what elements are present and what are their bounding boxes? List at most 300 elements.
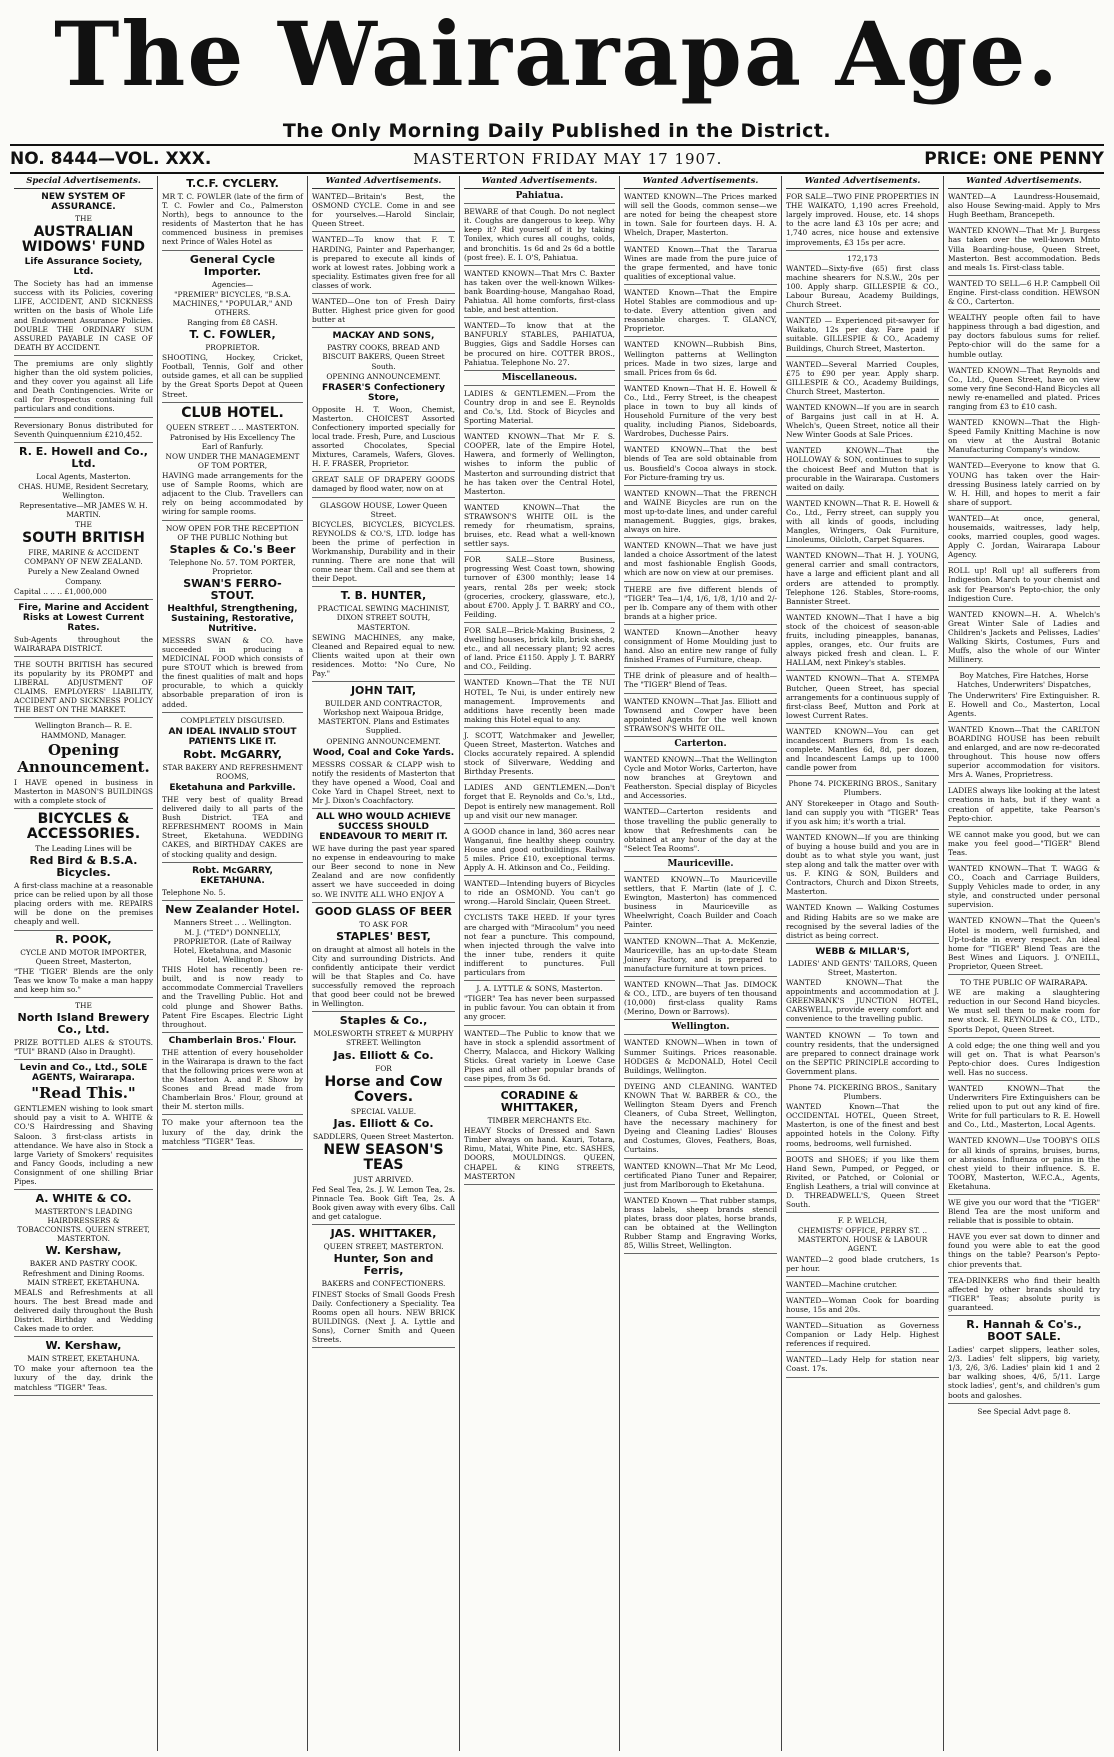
ad-text: WANTED KNOWN—That I have a big stock of the choicest of season-able fruits, including pineapples, bananas, apples, oranges, etc. Our fruits are always picked fresh and clean. L. F. HALLAM, next Pinkey's stables. — [786, 612, 939, 668]
ad-line: Representative—MR JAMES W. H. MARTIN. — [19, 500, 148, 520]
ad-text: WANTED—Woman Cook for boarding house, 15s and 20s. — [786, 1295, 939, 1314]
ad-divider — [312, 1224, 455, 1225]
ad-divider — [786, 1079, 939, 1080]
ad-divider — [948, 860, 1100, 861]
issue-date: MASTERTON FRIDAY MAY 17 1907. — [413, 150, 723, 168]
ad-text: WANTED KNOWN—That R. E. Howell & Co., Ltd., Ferry street, can supply you with all kinds of goods, including Mangles, Wringers, Oak Furniture, Linoleums, Oilcloth, Carpet Squares. — [786, 498, 939, 545]
ad-text: WANTED KNOWN—That A. McKenzie, Mauriceville, has an up-to-date Steam Joinery Factory, and is prepared to manufacture furniture at town prices. — [624, 936, 777, 973]
ad-divider — [464, 674, 615, 675]
ad-text: WANTED KNOWN—That the HOLLOWAY & SON, continues to supply the choicest Beef and Mutton that is procurable in the Wairarapa. Customers waited on daily. — [786, 446, 939, 492]
ad-divider — [786, 442, 939, 443]
ad-line: Phone 74. PICKERING BROS., Sanitary Plumbers. — [788, 1082, 937, 1102]
ad-divider — [786, 943, 939, 944]
ad-divider — [312, 808, 455, 809]
ad-heading: T.C.F. CYCLERY. — [186, 177, 279, 190]
ad-divider — [464, 622, 615, 623]
ad-divider — [162, 712, 303, 713]
ad-divider — [624, 803, 777, 804]
ad-heading: Staples & Co.'s Beer — [169, 542, 296, 556]
ad-divider — [162, 862, 303, 863]
ad-text: WANTED KNOWN—You can get incandescent Burners from 1s each complete. Mantles 6d, 8d, per dozen, and Incandescent Lamps up to 1000 candle power from — [786, 726, 939, 773]
ad-divider — [312, 327, 455, 328]
ad-divider — [464, 823, 615, 824]
ad-heading: AUSTRALIAN WIDOWS' FUND — [21, 224, 146, 256]
ad-text: Reversionary Bonus distributed for Seventh Quinquennium £210,452. — [14, 420, 153, 439]
ad-divider — [464, 265, 615, 266]
ad-divider — [786, 250, 939, 251]
ad-divider — [624, 736, 777, 737]
ad-divider — [464, 428, 615, 429]
ad-heading: Life Assurance Society, Ltd. — [24, 257, 143, 278]
ad-text: WANTED KNOWN—That the appointments and accommodation at J. GREENBANK'S JUNCTION HOTEL, CARSWELL, provide every comfort and convenience to the travelling public. — [786, 978, 939, 1024]
ad-heading: Hunter, Son and Ferris, — [333, 1252, 434, 1278]
ad-heading: STAPLES' BEST, — [336, 929, 431, 943]
ad-text: WANTED—A Laundress-Housemaid, also House Sewing-maid. Apply to Mrs Hugh Beetham, Brancepeth. — [948, 192, 1100, 220]
ad-divider — [464, 875, 615, 876]
ad-divider — [14, 717, 153, 718]
ad-line: J. A. LYTTLE & SONS, Masterton. — [476, 984, 603, 994]
ad-text: WANTED KNOWN — To town and country residents, that the undersigned are prepared to connect drainage work on the SEPTIC PRINCIPLE according to Government plans. — [786, 1030, 939, 1076]
ad-divider — [948, 1315, 1100, 1316]
ad-heading: R. POOK, — [55, 932, 112, 946]
ad-heading: AN IDEAL INVALID STOUT PATIENTS LIKE IT. — [168, 726, 297, 747]
ad-divider — [948, 667, 1100, 668]
ad-divider — [624, 241, 777, 242]
ad-line: The Leading Lines will be — [35, 843, 132, 853]
ad-heading: "Read This." — [31, 1084, 136, 1103]
ad-divider — [14, 417, 153, 418]
ad-heading: Jas. Elliott & Co. — [333, 1048, 434, 1062]
section-heading: Wellington. — [671, 1022, 730, 1033]
ad-heading: Horse and Cow Covers. — [324, 1073, 443, 1105]
ad-divider — [786, 312, 939, 313]
ad-text: WANTED—Several Married Couples, £75 to £90 per year. Apply sharp. GILLESPIE & CO., Academy Buildings, Church Street, Masterton. — [786, 359, 939, 396]
ad-text: CYCLISTS TAKE HEED. If your tyres are charged with "Miracolum" you need not fear a puncture. This compound, when injected through the valve into the inner tube, renders it quite indifferent to punctures. Full particulars from — [464, 913, 615, 978]
ad-line: PASTRY COOKS, BREAD AND BISCUIT BAKERS, Queen Street South. — [322, 343, 445, 371]
ad-heading: Eketahuna and Parkville. — [169, 782, 296, 793]
ad-heading: SOUTH BRITISH — [22, 530, 145, 547]
ad-text: WANTED KNOWN—Use TOOBY'S OILS for all kinds of sprains, bruises, burns, or abrasions. Influenza or pains in the chest yield to their influence. S. E. TOOBY, Masterton, W.F.C.A., Agents, Eketahuna. — [948, 1136, 1100, 1191]
ad-text: WANTED KNOWN—If you are thinking of buying a house build and you are in doubt as to what style you want, just step along and talk the matter over with us. F. KING & SON, Builders and Contractors, Church and Dixon Streets, Masterton. — [786, 832, 939, 897]
ad-divider — [464, 499, 615, 500]
ad-text: "THE 'TIGER' Blends are the only Teas we know To make a man happy and keep him so." — [14, 966, 153, 994]
ad-heading: JOHN TAIT, — [350, 684, 417, 698]
ad-heading: New Zealander Hotel. — [165, 902, 300, 916]
section-heading: Miscellaneous. — [501, 372, 578, 383]
ad-divider — [464, 909, 615, 910]
ad-text: WANTED KNOWN—That H. J. YOUNG, general carrier and small contractors, have a large and efficient plant and all orders are attended to promptly. Telephone 126. Stables, Store-rooms, Bannister Street. — [786, 551, 939, 606]
ad-divider — [624, 284, 777, 285]
ad-line: 172,173 — [847, 253, 878, 263]
ad-heading: Chamberlain Bros.' Flour. — [168, 1035, 297, 1046]
column-6 — [782, 176, 944, 1751]
ad-text: HEAVY Stocks of Dressed and Sawn Timber always on hand. Kauri, Totara, Rimu, Matai, White Pine, etc. SASHES, DOORS, MOULDINGS. QUEEN, CHAPEL & KING STREETS, MASTERTON — [464, 1126, 615, 1181]
ad-line: MAIN STREET, EKETAHUNA. — [27, 1354, 140, 1364]
ad-divider — [786, 1212, 939, 1213]
ad-text: WANTED—To know that F. T. HARDING, Painter and Paperhanger, is prepared to execute all kinds of work at lowest rates. Jobbing work a speciality. Estimates given free for all classes of work. — [312, 235, 455, 290]
ad-text: A first-class machine at a reasonable price can be relied upon by all those placing orders with me. REPAIRS will be done on the premises cheaply and well. — [14, 881, 153, 927]
ad-divider — [14, 1395, 153, 1396]
ad-divider — [786, 670, 939, 671]
ad-divider — [624, 1158, 777, 1159]
ad-line: Telephone No. 57. TOM PORTER, Proprietor. — [169, 557, 296, 576]
ad-divider — [948, 912, 1100, 913]
ad-line: THE — [75, 214, 92, 224]
ad-text: The Underwriters' Fire Extinguisher. R. E. Howell and Co., Masterton, Local Agents. — [948, 690, 1100, 718]
ad-divider — [312, 293, 455, 294]
ad-text: WANTED—2 good blade crutchers, 1s per hour. — [786, 1254, 939, 1273]
ad-text: WANTED Known—That H. E. Howell & Co., Ltd., Ferry Street, is the cheapest place in town to buy all kinds of Household Furniture of the very best quality, including Pianos, Sideboards, Wardrobes, Duchesse Pairs. — [624, 383, 777, 439]
ad-heading: Healthful, Strengthening, Sustaining, Restorative, Nutritive. — [167, 603, 298, 634]
ad-divider — [464, 727, 615, 728]
ad-text: WANTED Known—That the TE NUI HOTEL, Te Nui, is under entirely new management. Improvements and additions have recently been made making this Hotel equal to any. — [464, 678, 615, 724]
ad-text: TO make your afternoon tea the luxury of the day, drink the matchless "TIGER" Teas. — [162, 1118, 303, 1146]
column-header: Special Advertisements. — [14, 176, 153, 189]
column-header: Wanted Advertisements. — [786, 176, 939, 189]
ad-text: WANTED KNOWN—H. A. Whelch's Great Winter Sale of Ladies and Children's Jackets and Pelisses, Ladies' Walking Skirts, Costumes, Furs and Muffs, also the whole of our Winter Millinery. — [948, 609, 1100, 665]
ad-text: DYEING AND CLEANING. WANTED KNOWN That W. BARBER & CO., the Wellington Steam Dyers and French Cleaners, of Cuba Street, Wellington, have the necessary machinery for Dyeing and Cleaning Ladies' Blouses and Costumes, Gloves, Feathers, Boas, Curtains. — [624, 1081, 777, 1155]
ad-divider — [464, 779, 615, 780]
ad-text: TEA-DRINKERS who find their health affected by other brands should try "TIGER" Teas; absolute purity is guaranteed. — [948, 1275, 1100, 1312]
ad-text: WANTED—Machine crutcher. — [786, 1279, 898, 1289]
column-5 — [620, 176, 782, 1751]
column-header: Wanted Advertisements. — [312, 176, 455, 189]
ad-text: WE are making a slaughtering reduction in our Second Hand bicycles. We must sell them to make room for new stock. E. REYNOLDS & CO., LTD., Sports Depot, Queen Street. — [948, 988, 1100, 1034]
ad-text: WANTED KNOWN—That Mrs C. Baxter has taken over the well-known Wilkes-bank Boarding-house, Mangahao Road, Pahiatua. All home comforts, first-class table, and best attention. — [464, 268, 615, 315]
ad-line: Patronised by His Excellency The Earl of Ranfurly. — [169, 432, 296, 451]
ad-text: WANTED—One ton of Fresh Dairy Butter. Highest price given for good butter at — [312, 297, 455, 325]
ad-divider — [786, 495, 939, 496]
ad-text: WANTED KNOWN—That the High-Speed Family Knitting Machine is now on view at the Austral Botanic Manufacturing Company's window. — [948, 418, 1100, 455]
columns — [10, 176, 1104, 1751]
ad-divider — [948, 1403, 1100, 1404]
ad-heading: W. Kershaw, — [45, 1339, 122, 1353]
ad-text: "TIGER" Tea has never been surpassed in public favour. You can obtain it from any grocer. — [464, 994, 615, 1022]
ad-divider — [624, 441, 777, 442]
ad-text: TO make your afternoon tea the luxury of the day, drink the matchless "TIGER" Teas. — [14, 1364, 153, 1392]
ad-divider — [624, 751, 777, 752]
ad-divider — [312, 681, 455, 682]
ad-heading: General Cycle Importer. — [189, 252, 276, 278]
ad-line: Ranging from £8 CASH. — [187, 317, 278, 327]
ad-text: WANTED KNOWN—That Mr F. S. COOPER, late of the Empire Hotel, Hawera, and formerly of Wellington, wishes to inform the public of Masterton and surrounding district that he has taken over the Central Hotel, Masterton. — [464, 432, 615, 496]
ad-line: STAR BAKERY AND REFRESHMENT ROOMS, — [162, 762, 303, 781]
ad-heading: BICYCLES & ACCESSORIES. — [26, 810, 141, 842]
ad-line: FOR — [375, 1063, 392, 1073]
ad-text: J. SCOTT, Watchmaker and Jeweller, Queen Street, Masterton. Watches and Clocks accurately repaired. A splendid stock of Silverware, Wedding and Birthday Presents. — [464, 730, 615, 777]
section-heading: Pahiatua. — [515, 191, 564, 202]
ad-text: WANTED KNOWN—That the FRENCH and WAINE Bicycles are run on the most up-to-date lines, and under careful management. Buggies, gigs, brakes, always on hire. — [624, 488, 777, 535]
ad-line: See Special Advt page 8. — [977, 1406, 1071, 1416]
ad-divider — [464, 385, 615, 386]
ad-line: JUST ARRIVED. — [353, 1174, 414, 1184]
ad-heading: Red Bird & B.S.A. Bicycles. — [29, 854, 138, 880]
ad-divider — [162, 1149, 303, 1150]
ad-line: F. P. WELCH, — [837, 1216, 888, 1226]
ad-line: COMPLETELY DISGUISED. — [180, 715, 285, 725]
ad-line: CHAS. HUME, Resident Secretary, Wellington. — [18, 481, 149, 500]
ad-heading: Jas. Elliott & Co. — [333, 1116, 434, 1130]
ad-divider — [948, 606, 1100, 607]
column-header: Wanted Advertisements. — [624, 176, 777, 189]
ad-text: WANTED Known—That the CARLTON BOARDING HOUSE has been rebuilt and enlarged, and are now re-decorated throughout. This house now offers superior accommodation for visitors. Mrs A. Wanes, Proprietress. — [948, 724, 1100, 780]
column-1 — [10, 176, 158, 1751]
ad-text: WE cannot make you good, but we can make you feel good—"TIGER" Blend Teas. — [948, 829, 1100, 857]
ad-divider — [624, 485, 777, 486]
ad-divider — [14, 442, 153, 443]
ad-heading: ALL WHO WOULD ACHIEVE SUCCESS SHOULD ENDEAVOUR TO MERIT IT. — [316, 812, 451, 843]
ad-divider — [14, 930, 153, 931]
ad-text: WANTED—Lady Help for station near Coast. 17s. — [786, 1355, 939, 1374]
ad-divider — [624, 1253, 777, 1254]
ad-text: THE SOUTH BRITISH has secured its popularity by its PROMPT and LIBERAL ADJUSTMENT OF CLAIMS. EMPLOYERS' LIABILITY, ACCIDENT AND SICKNESS POLICY THE BEST ON THE MARKET. — [14, 659, 153, 715]
ad-heading: Levin and Co., Ltd., SOLE AGENTS, Wairarapa. — [19, 1063, 148, 1084]
ad-text: WANTED TO SELL—6 H.P. Campbell Oil Engine. First-class condition. HEWSON & CO., Carterton. — [948, 278, 1100, 307]
ad-text: WANTED—Situation as Governess Companion or Lady Help. Highest references if required. — [786, 1321, 939, 1349]
ad-divider — [464, 980, 615, 981]
ad-text: WANTED Known—That the OCCIDENTAL HOTEL, Queen Street, Masterton, is one of the finest and best appointed hotels in the Colony. Fifty rooms, bedrooms, well furnished. — [786, 1102, 939, 1148]
ad-text: WE give you our word that the "TIGER" Blend Tea are the most uniform and reliable that is possible to obtain. — [948, 1198, 1100, 1226]
ad-divider — [14, 1336, 153, 1337]
ad-divider — [786, 1292, 939, 1293]
ad-divider — [312, 471, 455, 472]
ad-divider — [948, 1272, 1100, 1273]
ad-text: Capital .. .. .. £1,000,000 — [14, 586, 107, 596]
ad-divider — [624, 871, 777, 872]
ad-divider — [14, 656, 153, 657]
ad-text: WANTED KNOWN—When in town of Summer Suitings. Prices reasonable. HODGES & McDONALD, Hotel Cecil Buildings, Wellington. — [624, 1038, 777, 1075]
ad-text: WANTED KNOWN—That T. WAGG & CO., Coach and Carriage Builders, Supply Vehicles made to order, in any style, and constructed under personal supervision. — [948, 864, 1100, 910]
ad-divider — [948, 721, 1100, 722]
ad-heading: North Island Brewery Co., Ltd. — [17, 1011, 150, 1037]
ad-heading: Robt. McGARRY, EKETAHUNA. — [192, 865, 273, 886]
ad-text: THE attention of every householder in the Wairarapa is drawn to the fact that the following prices were won at the Masterton A. and P. Show by Scones and Bread made from Chamberlain Bros.' Flour, ground at their M. sterton mills. — [162, 1047, 303, 1112]
ad-divider — [786, 1027, 939, 1028]
ad-text: THE very best of quality Bread delivered daily to all parts of the Bush District. TEA and REFRESHMENT ROOMS in Main Street, Eketahuna. WEDDING CAKES, and BIRTHDAY CAKES are of stocking quality and design. — [162, 794, 303, 859]
ad-text: WANTED KNOWN—That the Wellington Cycle and Motor Works, Carterton, have now branches at Greytown and Featherston. Special display of Bicycles and Accessories. — [624, 754, 777, 801]
ad-divider — [14, 1189, 153, 1190]
ad-divider — [624, 667, 777, 668]
ad-text: HAVE you ever sat down to dinner and found you were able to eat the good things on the table? Pearson's Pepto-chior prevents that. — [948, 1232, 1100, 1269]
ad-line: "PREMIER" BICYCLES, "B.S.A. MACHINES," "POPULAR," AND OTHERS. — [172, 289, 293, 317]
ad-line: LADIES' AND GENTS' TAILORS, Queen Street, Masterton. — [787, 958, 938, 977]
section-heading: Mauriceville. — [667, 858, 734, 869]
ad-text: ROLL up! Roll up! all sufferers from Indigestion. March to your chemist and ask for Pearson's Pepto-chior, the only Indigestion Cure. — [948, 566, 1100, 603]
ad-divider — [14, 355, 153, 356]
ad-line: Local Agents, Masterton. — [36, 471, 131, 481]
ad-text: WANTED KNOWN—That Mr J. Burgess has taken over the well-known Mnto Villa Boarding-house, Queen Street, Masterton. Best accommodation. Beds and meals 1s. First-class table. — [948, 226, 1100, 272]
ad-divider — [624, 1034, 777, 1035]
ad-text: SHOOTING, Hockey, Cricket, Football, Tennis, Golf and other outside games, et all can be supplied by the Great Sports Depot at Queen Street. — [162, 353, 303, 399]
ad-line: Agencies— — [211, 279, 254, 289]
ad-heading: Opening Announcement. — [17, 740, 150, 776]
ad-text: GENTLEMEN wishing to look smart should pay a visit to A. WHITE & CO.'S Hairdressing and Shaving Saloon. 3 first-class artists in attendance. We have also in Stock a large Variety of Smokers' requisites and Fancy Goods, including a new Consignment of one shilling Briar Pipes. — [14, 1104, 153, 1186]
ad-text: Fed Seal Tea, 2s. J. W. Lemon Tea, 2s. Pinnacle Tea. Book Gift Tea, 2s. A Book given away with every 6lbs. Call and get catalogue. — [312, 1184, 455, 1222]
ad-divider — [948, 826, 1100, 827]
issue-price: PRICE: ONE PENNY — [924, 149, 1104, 169]
ad-divider — [162, 250, 303, 251]
ad-text: The Society has had an immense success with its Policies, covering LIFE, ACCIDENT, AND SICKNESS written on the basis of Whole Life and Endowment Assurance Policies. DOUBLE THE ORDINARY SUM ASSURED PAYABLE IN CASE OF DEATH BY ACCIDENT. — [14, 279, 153, 352]
ad-text: WANTED KNOWN—If you are in search of Bargains just call in at H. A. Whelch's, Queen Street, notice all their New Winter Goods at Sale Prices. — [786, 402, 939, 440]
ad-divider — [162, 900, 303, 901]
ad-text: A cold edge; the one thing well and you will get on. That is what Pearson's Pepto-chior does. Cures Indigestion well. Has no success. — [948, 1040, 1100, 1077]
ad-divider — [162, 1032, 303, 1033]
ad-text: WANTED Known — That rubber stamps, brass labels, sheep brands stencil plates, brass door plates, horse brands, can be obtained at the Wellington Rubber Stamp and Engraving Works, 85, Willis Street, Wellington. — [624, 1195, 777, 1251]
ad-line: TO THE PUBLIC OF WAIRARAPA. — [960, 978, 1088, 988]
ad-divider — [948, 1037, 1100, 1038]
ad-text: WEALTHY people often fail to have happiness through a bad digestion, and pay doctors fabulous sums for relief. Pepto-chior will do the same for a humble outlay. — [948, 313, 1100, 359]
ad-divider — [464, 317, 615, 318]
ad-divider — [948, 362, 1100, 363]
ad-text: MESSRS COSSAR & CLAPP wish to notify the residents of Masterton that they have opened a Wood, Coal and Coke Yard in Chapel Street, next to Mr J. Dixon's Coachfactory. — [312, 759, 455, 805]
ad-text: WANTED Known—Another heavy consignment of Home Moulding just to hand. Also an entire new range of fully finished Frames of Furniture, cheap. — [624, 627, 777, 665]
column-header: Wanted Advertisements. — [464, 176, 615, 189]
ad-divider — [624, 1019, 777, 1020]
ad-divider — [312, 1011, 455, 1012]
ad-divider — [624, 1078, 777, 1079]
ad-text: FINEST Stocks of Small Goods Fresh Daily. Confectionery a Speciality. Tea Rooms open all hours. NEW BRICK BUILDINGS. (Next J. A. Lyttle and Sons), Corner Smith and Queen Streets. — [312, 1289, 455, 1344]
ad-text: Ladies' carpet slippers, leather soles, 2/3. Ladies' felt slippers, big variety, 1/3, 2/6, 3/6. Ladies' plain kid 1 and 2 bar walking shoes, 4/6, 5/11. Large stock ladies', gent's, and children's gum boots and galoshes. — [948, 1345, 1100, 1400]
ad-heading: Fire, Marine and Accident Risks at Lowest Current Rates. — [18, 602, 149, 633]
ad-divider — [162, 520, 303, 521]
ad-text: LADIES AND GENTLEMEN.—Don't forget that E. Reynolds and Co.'s, Ltd., Depot is entirely new management. Roll up and visit our new manager. — [464, 783, 615, 820]
ad-text: Sub-Agents throughout the WAIRARAPA DISTRICT. — [14, 634, 153, 653]
ad-heading: FRASER'S Confectionery Store, — [322, 382, 445, 403]
column-2 — [158, 176, 308, 1751]
ad-line: SADDLERS, Queen Street Masterton. — [312, 1131, 455, 1141]
ad-divider — [786, 609, 939, 610]
ad-divider — [786, 356, 939, 357]
ad-divider — [464, 1025, 615, 1026]
ad-heading: W. Kershaw, — [45, 1244, 122, 1258]
ad-text: WANTED—The Public to know that we have in stock a splendid assortment of Cherry, Malacca, and Hickory Walking Sticks. Great variety in Loewe Case Pipes and all other popular brands of case pipes, from 3s 6d. — [464, 1028, 615, 1083]
ad-divider — [464, 203, 615, 204]
ad-line: MOLESWORTH STREET & MURPHY STREET. Wellington — [313, 1029, 454, 1048]
ad-text: ANY Storekeeper in Otago and South-land can supply you with "TIGER" Teas if you ask him; it's worth a trial. — [786, 798, 939, 826]
ad-text: The premiums are only slightly higher than the old system policies, and they cover you against all Life and Death Contingencies. Write or call for Prospectus containing full particulars and conditions. — [14, 358, 153, 414]
ad-heading: WEBB & MILLAR'S, — [815, 946, 910, 957]
ad-text: WANTED—At once, general, housemaids, waitresses, lady help, cooks, married couples, good wages. Apply C. Jordan, Wairarapa Labour Agency. — [948, 513, 1100, 560]
ad-text: WANTED KNOWN—That we have just landed a choice Assortment of the latest and most fashionable English Goods, which are now on view at our premises. — [624, 541, 777, 578]
newspaper-title: The Wairarapa Age. — [53, 2, 1061, 106]
ad-divider — [624, 1192, 777, 1193]
ad-line: FIRE, MARINE & ACCIDENT COMPANY OF NEW ZEALAND. — [24, 548, 143, 567]
ad-text: THIS Hotel has recently been re-built, and is now ready to accommodate Commercial Travellers and the Travelling Public. Hot and cold plunge and Shower Baths. Patent Fire Escapes. Electric Light throughout. — [162, 965, 303, 1029]
ad-text: LADIES & GENTLEMEN.—From the Country drop in and see E. Reynolds and Co.'s, Ltd. Stock of Bicycles and Sporting Material. — [464, 388, 615, 426]
ad-divider — [312, 1347, 455, 1348]
ad-text: WANTED KNOWN—To Mauriceville settlers, that F. Martin (late of J. C. Ewington, Masterton) has commenced business in Mauriceville as Wheelwright, Coach Builder and Coach Painter. — [624, 875, 777, 930]
ad-divider — [464, 551, 615, 552]
column-header: Wanted Advertisements. — [948, 176, 1100, 189]
ad-heading: NEW SEASON'S TEAS — [323, 1141, 444, 1173]
ad-text: PRIZE BOTTLED ALES & STOUTS. "TUI" BRAND (Also in Draught). — [14, 1038, 153, 1057]
ad-line: Boy Matches, Fire Hatches, Horse Hatches, Underwriters' Dispatches, — [956, 671, 1092, 690]
ad-divider — [312, 497, 455, 498]
ad-line: OPENING ANNOUNCEMENT. — [326, 371, 441, 381]
ad-divider — [14, 1059, 153, 1060]
ad-heading: GOOD GLASS OF BEER — [314, 904, 452, 918]
ad-divider — [786, 723, 939, 724]
ad-text: Opposite H. T. Woon, Chemist, Masterton. CHOICEST Assorted Confectionery imported specially for local trade. Fresh, Pure, and Luscious assorted Chocolates, Special Mixtures, Caramels, Wafers, Gloves. H. F. FRASER, Proprietor. — [312, 404, 455, 469]
ad-text: SEWING MACHINES, any make, Cleaned and Repaired equal to new. Clients waited upon at their own residences. Motto: "No Cure, No Pay." — [312, 632, 455, 679]
ad-text: MEALS and Refreshments at all hours. The best Bread made and delivered daily throughout the Bush District. Birthday and Wedding Cakes made to order. — [14, 1287, 153, 1334]
ad-text: WANTED KNOWN—Rubbish Bins, Wellington patterns at Wellington prices. Made in two sizes, large and small. Prices from 6s 6d. — [624, 340, 777, 377]
masthead — [10, 4, 1104, 109]
ad-heading: Robt. McGARRY, — [183, 747, 282, 761]
ad-line: Wellington Branch— R. E. HAMMOND, Manager. — [34, 721, 133, 740]
ad-heading: A. WHITE & CO. — [35, 1192, 132, 1206]
ad-text: WANTED KNOWN—That A. STEMPA Butcher, Queen Street, has special arrangements for a continuous supply of first-class Beef, Mutton and Pork at lowest Current Rates. — [786, 674, 939, 720]
ad-line: SPECIAL VALUE. — [350, 1106, 417, 1116]
ad-heading: MACKAY AND SONS, — [332, 331, 435, 342]
ad-text: WANTED—Intending buyers of Bicycles to ride an OSMOND. You can't go wrong.—Harold Sinclair, Queen Street. — [464, 879, 615, 907]
ad-text: FOR SALE—Store Business, progressing West Coast town, showing turnover of £300 monthly; lease 14 years, rental 28s per week; stock (groceries, crockery, glassware, etc.), about £700. Apply J. T. BARRY and CO., Feilding. — [464, 555, 615, 619]
ad-divider — [312, 902, 455, 903]
ad-text: LADIES always like looking at the latest creations in hats, but if they want a creation of appetite, take Pearson's Pepto-chior. — [948, 786, 1100, 823]
ad-line: OPENING ANNOUNCEMENT. — [326, 736, 441, 746]
ad-line: GLASGOW HOUSE, Lower Queen Street. — [319, 500, 448, 519]
ad-divider — [948, 562, 1100, 563]
ad-text: WANTED KNOWN—That Reynolds and Co., Ltd., Queen Street, have on view some very fine Second-Hand Bicycles all newly re-enamelled and plated. Prices ranging from £3 to £10 cash. — [948, 365, 1100, 411]
ad-line: THE — [75, 520, 92, 530]
ad-text: WANTED KNOWN—That the best blends of Tea are sold obtainable from us. Bousfield's Cocoa always in stock. For Picture-framing try us. — [624, 445, 777, 482]
ad-divider — [948, 414, 1100, 415]
ad-text: FOR SALE—TWO FINE PROPERTIES IN THE WAIKATO, 1,190 acres Freehold, largely improved. House, etc. 14 shops to the acre land £3 10s per acre; and 1,740 acres, nice house and extensive improvements, £3 15s per acre. — [786, 192, 939, 247]
ad-divider — [624, 933, 777, 934]
ad-divider — [312, 586, 455, 587]
ad-divider — [624, 380, 777, 381]
ad-divider — [786, 399, 939, 400]
ad-text: MESSRS SWAN & CO. have succeeded in producing a MEDICINAL FOOD which consists of pure STOUT which is brewed from the finest qualities of malt and hops procurable, to which a quickly absorbable preparation of iron is added. — [162, 635, 303, 709]
ad-divider — [624, 976, 777, 977]
ad-divider — [312, 231, 455, 232]
ad-text: WE have during the past year spared no expense in endeavouring to make our Beer second to none in New Zealand and are now confidently assert we have succeeded in doing so. WE INVITE ALL WHO ENJOY A — [312, 844, 455, 899]
ad-divider — [464, 370, 615, 371]
ad-line: TIMBER MERCHANTS Etc. — [487, 1116, 592, 1126]
ad-divider — [948, 1228, 1100, 1229]
ad-divider — [786, 1351, 939, 1352]
ad-line: Phone 74. PICKERING BROS., Sanitary Plumbers. — [788, 779, 937, 798]
ad-divider — [786, 1317, 939, 1318]
ad-divider — [948, 222, 1100, 223]
column-4 — [460, 176, 620, 1751]
ad-divider — [948, 782, 1100, 783]
ad-line: M. J. ("TED") DONNELLY, PROPRIETOR. (Late of Railway Hotel, Eketahuna, and Masonic Hotel, Wellington.) — [173, 927, 292, 965]
ad-divider — [624, 581, 777, 582]
ad-text: WANTED—Britain's Best, the OSMOND CYCLE. Come in and see for yourselves.—Harold Sinclair, Queen Street. — [312, 192, 455, 229]
ad-line: CYCLE AND MOTOR IMPORTER, Queen Street, Masterton, — [20, 947, 147, 966]
ad-line: MASTERTON'S LEADING HAIRDRESSERS & TOBACCONISTS. QUEEN STREET, MASTERTON. — [17, 1207, 150, 1244]
ad-text: WANTED—Carterton residents and those travelling the public generally to know that Refreshments can be obtained at any hour of the day at the "Select Tea Rooms". — [624, 807, 777, 853]
ad-heading: R. Hannah & Co's., BOOT SALE. — [966, 1318, 1082, 1344]
ad-text: FOR SALE—Brick-Making Business, 2 dwelling houses, brick kiln, brick sheds, etc., and all necessary plant; 92 acres of land. Price £1150. Apply J. T. BARRY and CO., Feilding. — [464, 625, 615, 672]
ad-divider — [786, 775, 939, 776]
ad-divider — [464, 1184, 615, 1185]
ad-text: I HAVE opened in business in Masterton in MASON'S BUILDINGS with a complete stock of — [14, 777, 153, 805]
ad-divider — [464, 1086, 615, 1087]
ad-text: A GOOD chance in land, 360 acres near Wanganui, fine healthy sheep country. House and good outbuildings. Railway 5 miles. Price £10, exceptional terms. Apply A. H. Atkinson and Co., Feilding. — [464, 826, 615, 873]
ad-text: HAVING made arrangements for the use of Sample Rooms, which are adjacent to the Club. Travellers can rely on being accommodated by wiring for sample rooms. — [162, 471, 303, 517]
ad-line: BAKERS and CONFECTIONERS. — [321, 1279, 446, 1289]
ad-line: Purely a New Zealand Owned Company. — [27, 567, 140, 586]
ad-line: PRACTICAL SEWING MACHINIST, DIXON STREET SOUTH, MASTERTON. — [317, 604, 450, 632]
tagline: The Only Morning Daily Published in the District. — [282, 120, 832, 142]
ad-text: WANTED KNOWN—That Jas. DIMOCK & CO., LTD., are buyers of ten thousand (10,000) first-class quality Rams (Merino, Down or Barrows). — [624, 979, 777, 1017]
ad-line: PROPRIETOR. — [205, 343, 260, 353]
dateline-bar — [10, 144, 1104, 174]
ad-text: GREAT SALE OF DRAPERY GOODS damaged by flood water, now on at — [312, 475, 455, 494]
ad-text: WANTED KNOWN—That the Underwriters Fire Extinguishers can be relied upon to put out any kind of fire. Write for full particulars to R. E. Howell and Co., Ltd., Masterton, Local Agents. — [948, 1083, 1100, 1130]
